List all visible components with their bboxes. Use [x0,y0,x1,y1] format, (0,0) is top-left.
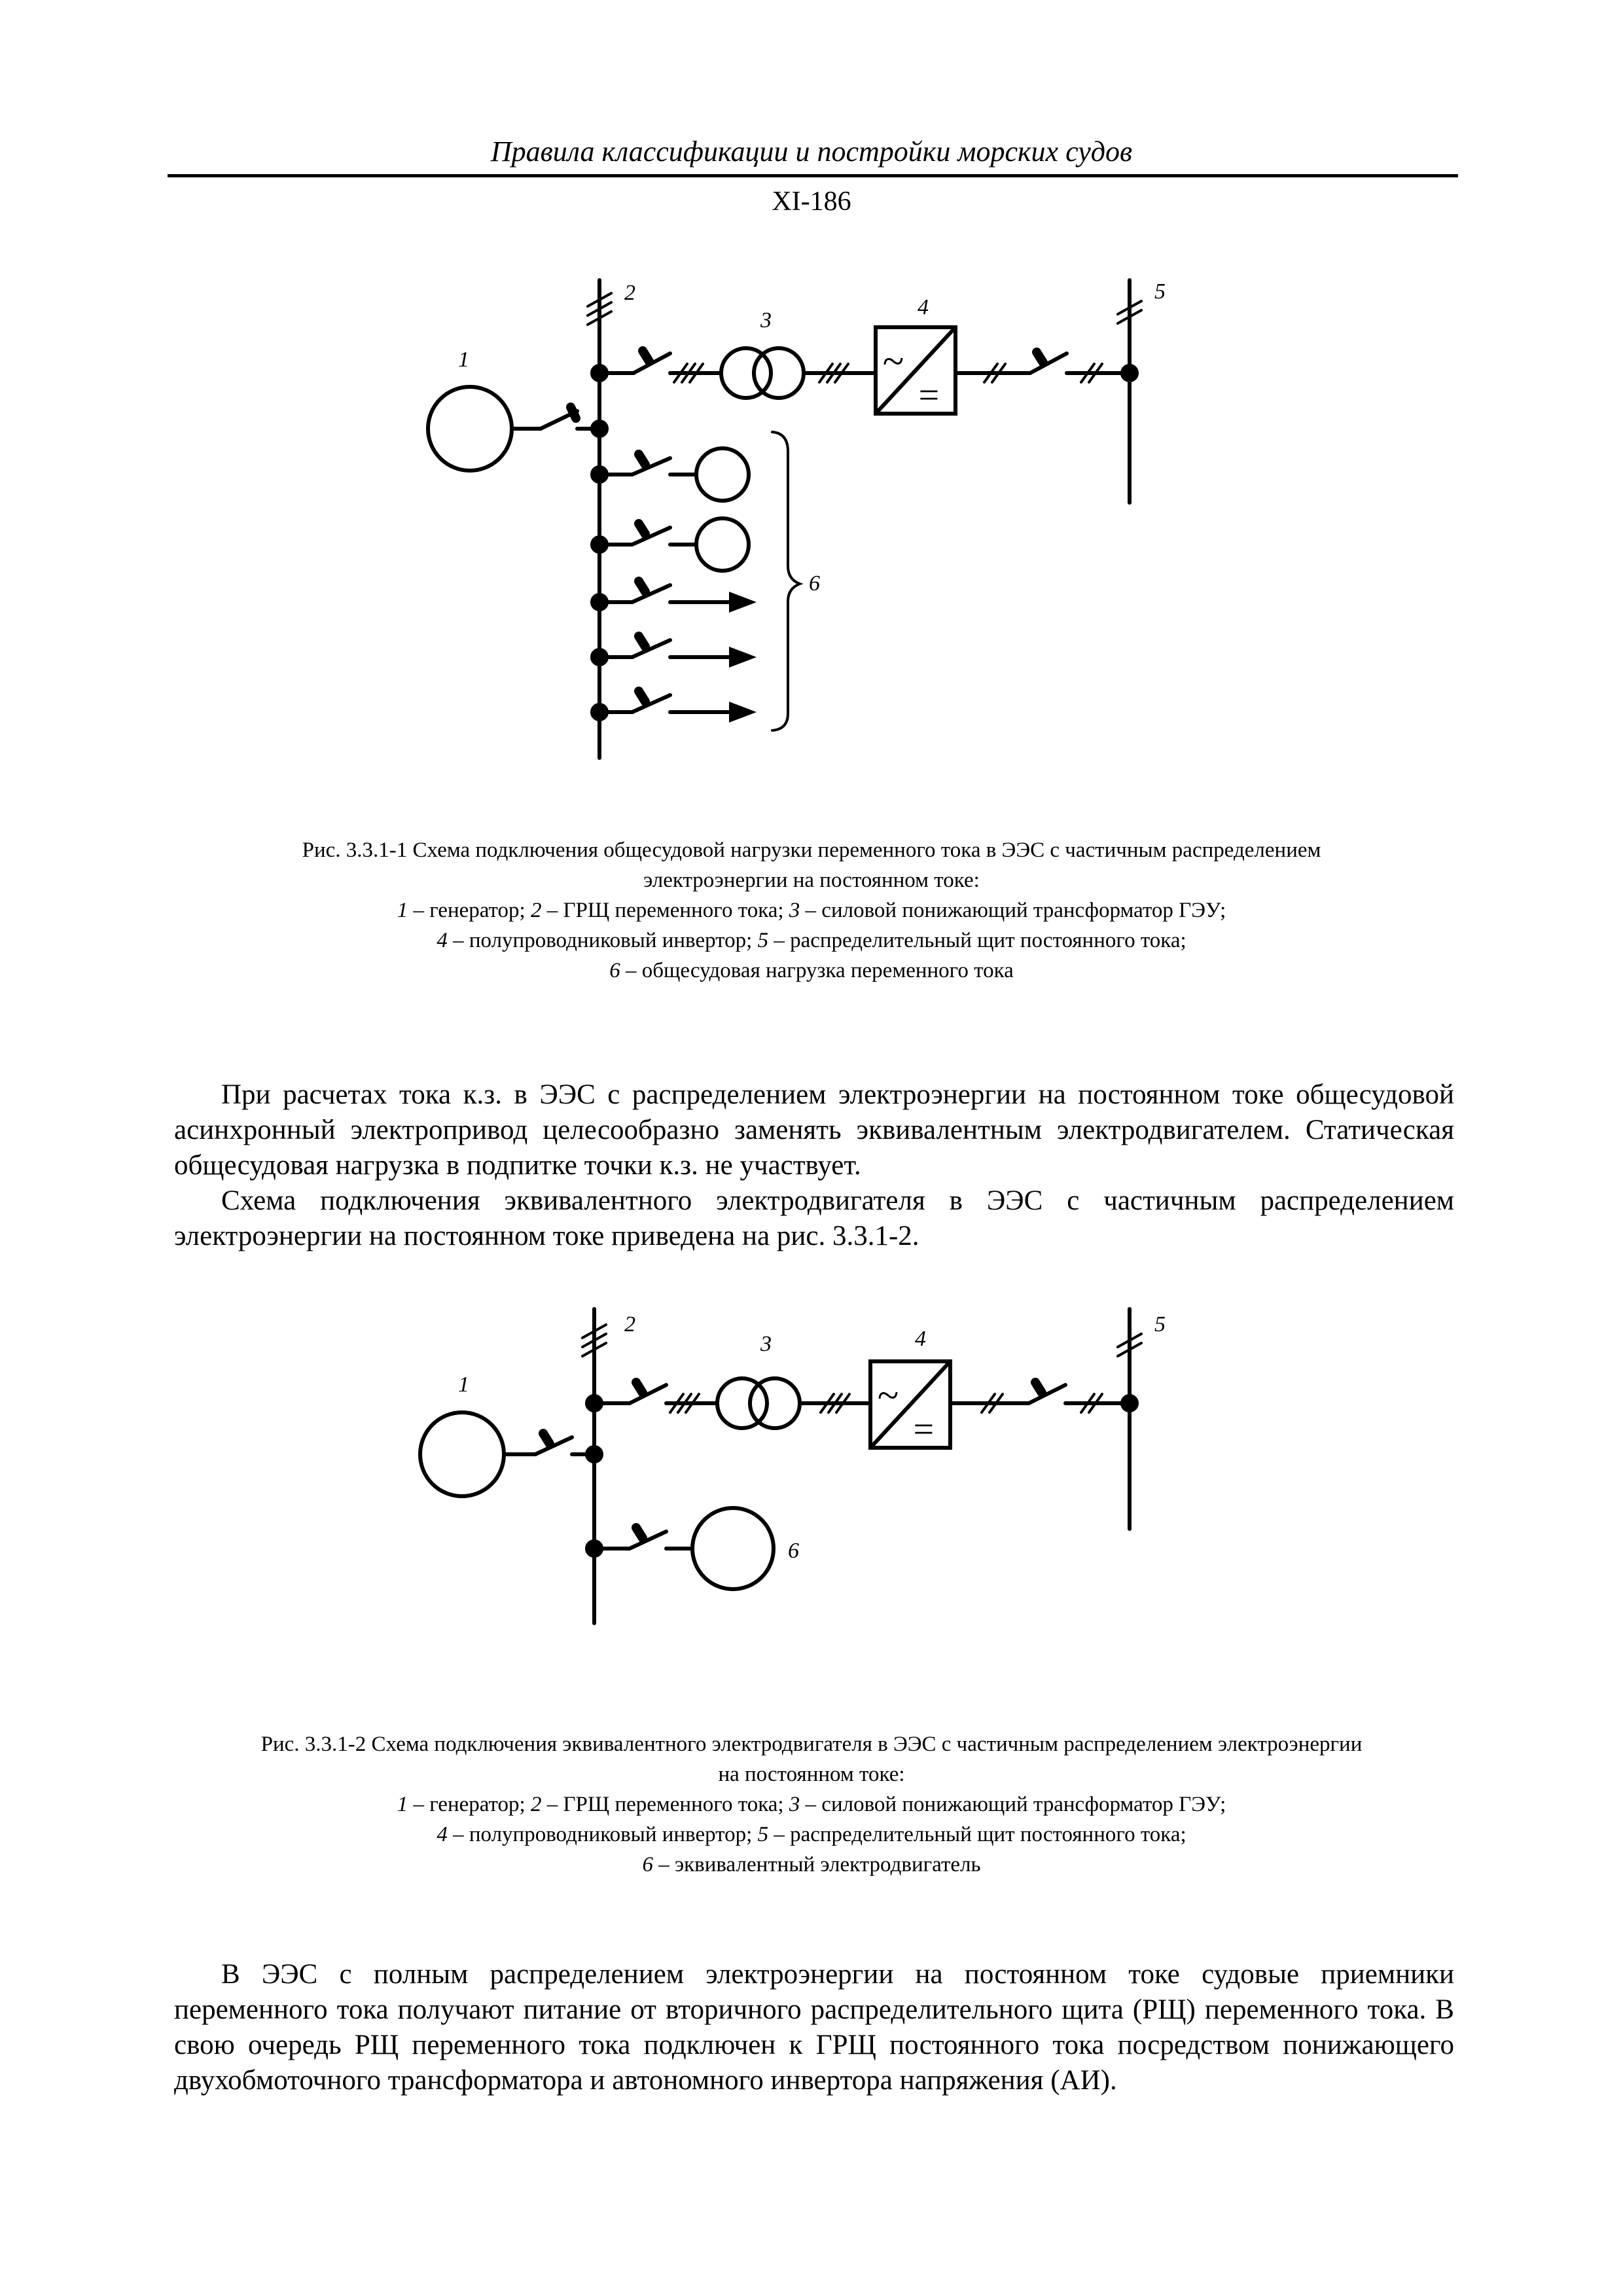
caption-item-text: – полупроводниковый инвертор; [447,929,758,952]
label-6: 6 [788,1539,799,1563]
static-load-branch [592,581,757,613]
caption-item-text: – ГРЩ переменного тока; [541,1793,789,1816]
bus-node [1122,1396,1137,1410]
running-header-title: Правила классификации и постройки морских судов [490,135,1133,168]
caption-item-num: 3 [789,1793,800,1816]
caption-item-num: 5 [757,929,769,952]
caption-item-num: 4 [437,929,448,952]
inverter-dc-symbol: = [911,1409,936,1450]
caption-item-text: – силовой понижающий трансформатор ГЭУ; [800,1793,1226,1816]
caption-item-text: – распределительный щит постоянного тока; [768,1823,1186,1846]
caption-title-line: Рис. 3.3.1-2 Схема подключения эквивалентного электродвигателя в ЭЭС с частичным распределением электроэнергии [260,1732,1363,1756]
load-group-brace [772,432,800,730]
caption-item-text: – полупроводниковый инвертор; [447,1823,758,1846]
caption-item-num: 1 [397,1793,408,1816]
motor-load-branch [592,448,749,501]
body-text-block-1 [174,1077,1454,1254]
label-3: 3 [760,308,772,332]
generator-symbol [428,387,512,471]
label-4: 4 [915,1327,926,1351]
caption-item-text: – распределительный щит постоянного тока; [768,929,1186,952]
inverter-dc-symbol: = [916,375,941,416]
caption-item-num: 6 [609,959,620,982]
label-5: 5 [1154,1312,1166,1336]
label-3: 3 [760,1332,772,1356]
paragraph-1: При расчетах тока к.з. в ЭЭС с распределением электроэнергии на постоянном токе общесудовой асинхронный электропривод целесообразно заменять эквивалентным электродвигателем. Статическая общесудовая нагрузка в подпитке точки к.з. не участвует. [174,1079,1454,1181]
body-text-block-2 [174,1957,1454,2098]
caption-item-num: 2 [530,1793,542,1816]
equivalent-motor-symbol [692,1508,774,1589]
figure-2-caption [164,1729,1459,1880]
equivalent-motor-branch [587,1508,774,1589]
label-1: 1 [458,1372,469,1397]
caption-item-text: – эквивалентный электродвигатель [652,1853,981,1876]
label-2: 2 [624,281,635,305]
transformer-winding-secondary [750,1378,800,1428]
caption-item-num: 2 [530,899,542,922]
caption-item-text: – генератор; [408,899,531,922]
label-1: 1 [458,348,469,372]
label-2: 2 [624,1312,635,1336]
caption-item-text: – ГРЩ переменного тока; [541,899,789,922]
bus-node [587,1447,601,1462]
inverter-ac-symbol: ~ [877,1374,899,1417]
bus-node [592,422,607,436]
caption-title-line: электроэнергии на постоянном токе: [643,869,980,892]
caption-item-num: 4 [437,1823,448,1846]
caption-title-line: на постоянном токе: [718,1763,905,1786]
figure-2-schematic [0,1283,1623,1649]
figure-1-schematic [0,0,1623,785]
motor-load-branch [592,518,749,571]
caption-item-num: 3 [789,899,800,922]
transformer-winding-secondary [754,348,804,398]
label-6: 6 [809,571,820,596]
caption-item-text: – силовой понижающий трансформатор ГЭУ; [800,899,1226,922]
inverter-ac-symbol: ~ [882,340,904,383]
figure-1-caption [164,835,1459,986]
bus-node [1122,366,1137,380]
static-load-branch [592,636,757,668]
caption-item-num: 1 [397,899,408,922]
caption-item-text: – генератор; [408,1793,531,1816]
caption-item-num: 6 [642,1853,653,1876]
caption-item-num: 5 [757,1823,769,1846]
paragraph-3: В ЭЭС с полным распределением электроэнергии на постоянном токе судовые приемники переменного тока получают питание от вторичного распределительного щита (РЩ) переменного тока. В свою очередь РЩ переменного тока подключен к ГРЩ постоянного тока посредством понижающего двухобмоточного трансформатора и автономного инвертора напряжения (АИ). [174,1959,1454,2096]
static-load-branch [592,691,757,723]
paragraph-2: Схема подключения эквивалентного электродвигателя в ЭЭС с частичным распределением электроэнергии на постоянном токе приведена на рис. 3.3.1-2. [174,1185,1454,1251]
caption-title-line: Рис. 3.3.1-1 Схема подключения общесудовой нагрузки переменного тока в ЭЭС с частичным распределением [302,838,1321,862]
page-number: XI-186 [772,187,851,217]
generator-symbol [420,1412,504,1496]
caption-item-text: – общесудовая нагрузка переменного тока [620,959,1014,982]
label-4: 4 [918,295,929,319]
label-5: 5 [1154,279,1166,304]
